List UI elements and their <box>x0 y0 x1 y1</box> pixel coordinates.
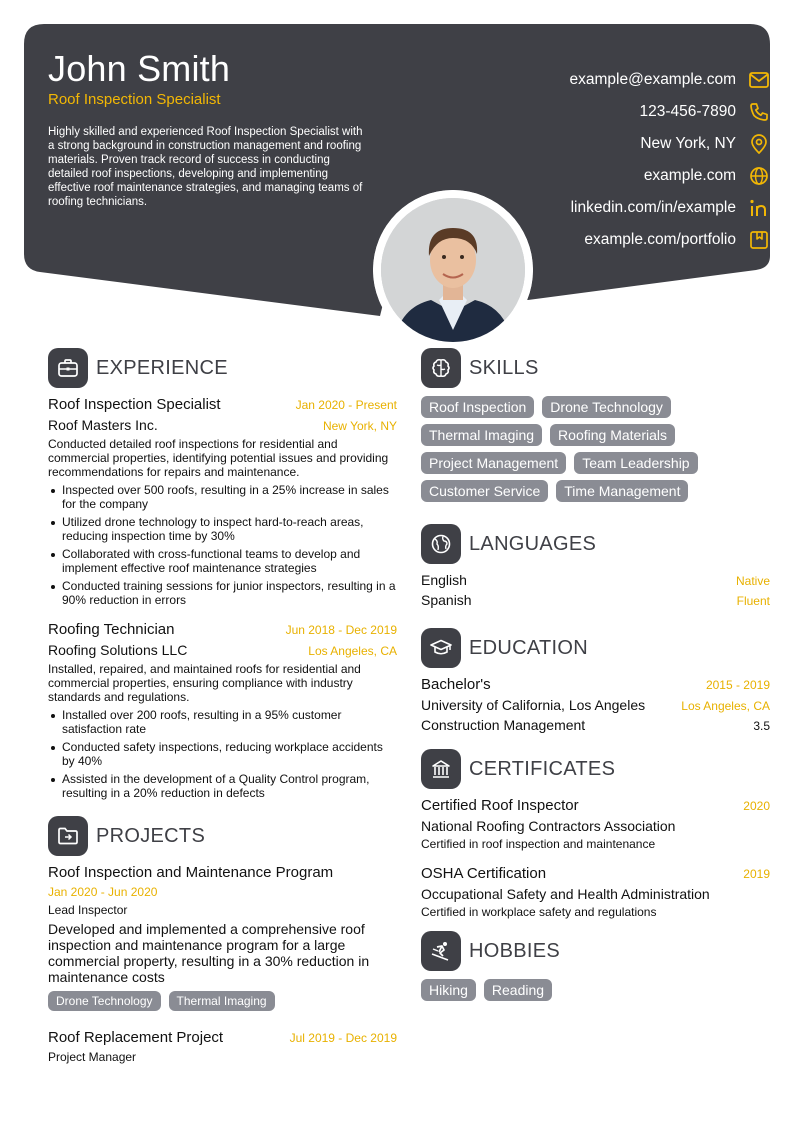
education-entry <box>421 676 770 733</box>
field-of-study: Construction Management <box>421 717 586 733</box>
project-role: Lead Inspector <box>48 903 128 917</box>
list-item: Conducted training sessions for junior inspectors, resulting in a 90% reduction in errors <box>48 579 397 607</box>
list-item: Utilized drone technology to inspect hard-to-reach areas, reducing inspection time by 30% <box>48 515 397 543</box>
language-level: Native <box>735 574 770 588</box>
experience-section-header <box>48 348 397 388</box>
projects-title: PROJECTS <box>96 824 206 847</box>
certificate-entry <box>421 865 770 919</box>
hobby-tag: Hiking <box>421 979 476 1001</box>
language-row <box>421 592 770 612</box>
project-entry <box>48 1029 397 1064</box>
candidate-name: John Smith <box>48 48 231 89</box>
profile-summary: Highly skilled and experienced Roof Inspection Specialist with a strong background in construction management and roofing materials. Proven track record of success in conducting detailed roof inspections, developing and implementing effective roof maintenance strategies, and managing teams of roofing technicians. <box>48 126 363 208</box>
globe-icon <box>748 165 770 187</box>
languages-section-header <box>421 524 770 564</box>
skill-tag: Roofing Materials <box>550 424 675 446</box>
company-name: Roof Masters Inc. <box>48 417 158 433</box>
language-globe-icon <box>421 524 461 564</box>
job-dates: Jan 2020 - Present <box>295 398 397 412</box>
company-name: Roofing Solutions LLC <box>48 642 188 658</box>
skill-tag: Time Management <box>556 480 688 502</box>
hobbies-title: HOBBIES <box>469 939 561 962</box>
certificate-description: Certified in workplace safety and regulations <box>421 905 657 919</box>
education-dates: 2015 - 2019 <box>705 678 770 692</box>
experience-entry <box>48 621 397 800</box>
project-dates: Jul 2019 - Dec 2019 <box>289 1031 397 1045</box>
project-tag: Drone Technology <box>48 991 161 1011</box>
contact-phone-text[interactable]: 123-456-7890 <box>639 103 736 120</box>
certificates-section-header <box>421 749 770 789</box>
skill-tag: Customer Service <box>421 480 548 502</box>
certificate-year: 2019 <box>743 867 770 881</box>
contact-email[interactable] <box>410 64 770 96</box>
skiing-icon <box>421 931 461 971</box>
project-tags <box>48 991 397 1011</box>
projects-section-header <box>48 816 397 856</box>
achievement-list <box>48 483 397 607</box>
job-title: Roof Inspection Specialist <box>48 396 221 413</box>
certificate-issuer: National Roofing Contractors Association <box>421 818 676 834</box>
hobbies-section-header <box>421 931 770 971</box>
skill-tag: Drone Technology <box>542 396 671 418</box>
job-description: Conducted detailed roof inspections for residential and commercial properties, identifying potential issues and providing recommendations for repairs and maintenance. <box>48 437 389 479</box>
skill-tag: Project Management <box>421 452 566 474</box>
list-item: Conducted safety inspections, reducing workplace accidents by 40% <box>48 740 397 768</box>
folder-icon <box>48 816 88 856</box>
location-pin-icon <box>748 133 770 155</box>
language-name: English <box>421 572 467 588</box>
job-title: Roofing Technician <box>48 621 175 638</box>
linkedin-icon <box>748 197 770 219</box>
phone-icon <box>748 101 770 123</box>
experience-entry <box>48 396 397 607</box>
job-location: New York, NY <box>322 419 397 433</box>
hobbies-list <box>421 979 770 1001</box>
briefcase-icon <box>48 348 88 388</box>
certificate-description: Certified in roof inspection and maintenance <box>421 837 656 851</box>
language-row <box>421 572 770 592</box>
certificate-year: 2020 <box>743 799 770 813</box>
project-tag: Thermal Imaging <box>169 991 275 1011</box>
contact-website-text[interactable]: example.com <box>643 167 736 184</box>
language-name: Spanish <box>421 592 472 608</box>
brain-icon <box>421 348 461 388</box>
list-item: Collaborated with cross-functional teams to develop and implement effective roof maintenance strategies <box>48 547 397 575</box>
contact-linkedin-text[interactable]: linkedin.com/in/example <box>570 199 736 216</box>
list-item: Assisted in the development of a Quality Control program, resulting in a 20% reduction in defects <box>48 772 397 800</box>
project-description: Developed and implemented a comprehensive roof inspection and maintenance program for a large commercial property, resulting in a 30% reduction in maintenance costs <box>48 921 370 985</box>
certificates-title: CERTIFICATES <box>469 757 616 780</box>
institution-icon <box>421 749 461 789</box>
languages-title: LANGUAGES <box>469 532 597 555</box>
skill-tag: Team Leadership <box>574 452 697 474</box>
education-title: EDUCATION <box>469 636 588 659</box>
certificate-entry <box>421 797 770 851</box>
skills-title: SKILLS <box>469 356 539 379</box>
contact-location-text: New York, NY <box>640 135 736 152</box>
job-location: Los Angeles, CA <box>308 644 397 658</box>
gpa: 3.5 <box>753 719 770 733</box>
contact-phone[interactable] <box>410 96 770 128</box>
certificate-name: Certified Roof Inspector <box>421 797 579 814</box>
contact-email-text[interactable]: example@example.com <box>569 71 736 88</box>
certificate-issuer: Occupational Safety and Health Administration <box>421 886 710 902</box>
skills-section-header <box>421 348 770 388</box>
contact-location <box>410 128 770 160</box>
list-item: Installed over 200 roofs, resulting in a 95% customer satisfaction rate <box>48 708 397 736</box>
project-role: Project Manager <box>48 1050 137 1064</box>
project-name: Roof Inspection and Maintenance Program <box>48 864 334 881</box>
skills-list <box>421 396 770 502</box>
education-section-header <box>421 628 770 668</box>
contact-portfolio-text[interactable]: example.com/portfolio <box>584 231 736 248</box>
list-item: Inspected over 500 roofs, resulting in a 25% increase in sales for the company <box>48 483 397 511</box>
bookmark-icon <box>748 229 770 251</box>
school-location: Los Angeles, CA <box>681 699 770 713</box>
job-dates: Jun 2018 - Dec 2019 <box>285 623 397 637</box>
contact-website[interactable] <box>410 160 770 192</box>
language-level: Fluent <box>736 594 770 608</box>
graduation-cap-icon <box>421 628 461 668</box>
avatar <box>373 190 533 350</box>
skill-tag: Roof Inspection <box>421 396 534 418</box>
mail-icon <box>748 69 770 91</box>
hobby-tag: Reading <box>484 979 552 1001</box>
school-name: University of California, Los Angeles <box>421 697 646 713</box>
certificate-name: OSHA Certification <box>421 865 547 882</box>
right-column <box>421 348 770 1001</box>
job-description: Installed, repaired, and maintained roofs for residential and commercial properties, ensuring compliance with industry standards and regulations. <box>48 662 361 704</box>
skill-tag: Thermal Imaging <box>421 424 542 446</box>
degree: Bachelor's <box>421 676 491 693</box>
candidate-role: Roof Inspection Specialist <box>48 91 221 108</box>
project-dates: Jan 2020 - Jun 2020 <box>48 885 158 899</box>
achievement-list <box>48 708 397 800</box>
project-entry <box>48 864 397 1011</box>
experience-title: EXPERIENCE <box>96 356 228 379</box>
project-name: Roof Replacement Project <box>48 1029 224 1046</box>
left-column <box>48 348 397 1076</box>
